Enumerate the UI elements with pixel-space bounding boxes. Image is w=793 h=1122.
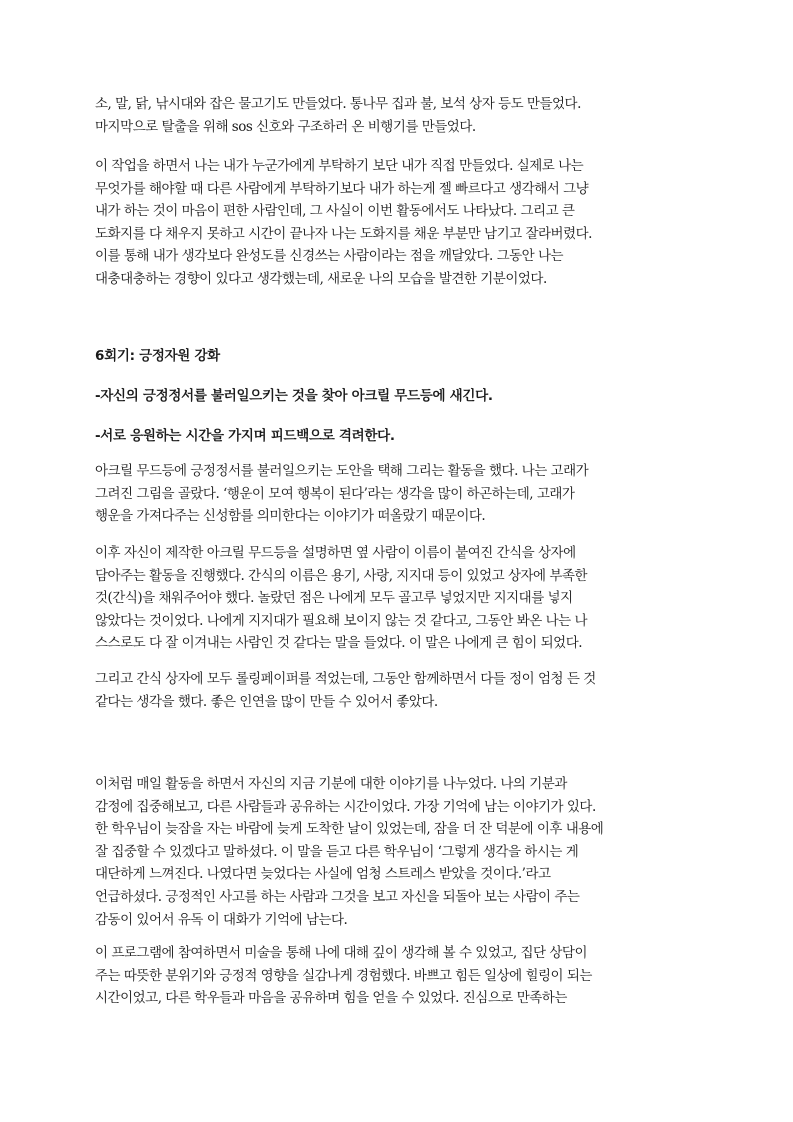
text-line: 마지막으로 탈출을 위해 sos 신호와 구조하러 온 비행기를 만들었다. (95, 118, 476, 135)
text-line: 시간이었고, 다른 학우들과 마음을 공유하며 힘을 얻을 수 있었다. 진심으로 만족하는 (95, 990, 567, 1007)
paragraph-daily-sharing (95, 773, 705, 931)
text-line: 언급하셨다. 긍정적인 사고를 하는 사람과 그것을 보고 자신을 되돌아 보는 사람이 주는 (95, 888, 580, 905)
text-line: 내가 하는 것이 마음이 편한 사람인데, 그 사실이 이번 활동에서도 나타났다. 그리고 큰 (95, 203, 575, 220)
text-line: 잘 집중할 수 있겠다고 말하셨다. 이 말을 듣고 다른 학우님이 ‘그렇게 생각을 하시는 게 (95, 843, 579, 860)
session-goal: -자신의 긍정정서를 불러일으키는 것을 찾아 아크릴 무드등에 새긴다. (95, 388, 493, 404)
text-line: 이 프로그램에 참여하면서 미술을 통해 나에 대해 깊이 생각해 볼 수 있었고, 집단 상담이 (95, 945, 588, 961)
text-line: 이를 통해 내가 생각보다 완성도를 신경쓰는 사람이라는 점을 깨달았다. 그동안 나는 (95, 248, 564, 265)
session-title: 6회기: 긍정자원 강화 (95, 348, 220, 364)
text-line: 대충대충하는 경향이 있다고 생각했는데, 새로운 나의 모습을 발견한 기분이었다. (95, 270, 547, 287)
text-line: 않았다는 것이었다. 나에게 지지대가 필요해 보이지 않는 것 같다고, 그동안 봐온 나는 나 (95, 612, 588, 629)
text-line: 이 작업을 하면서 나는 내가 누군가에게 부탁하기 보단 내가 직접 만들었다. 실제로 나는 (95, 158, 584, 174)
text-line: 도화지를 다 채우지 못하고 시간이 끝나자 나는 도화지를 채운 부분만 남기고 잘라버렸다. (95, 225, 592, 242)
session-goal: -서로 응원하는 시간을 가지며 피드백으로 격려한다. (95, 428, 395, 444)
text-line: 감정에 집중해보고, 다른 사람들과 공유하는 시간이었다. 가장 기억에 남는 이야기가 있다. (95, 798, 596, 815)
text-line: 같다는 생각을 했다. 좋은 인연을 많이 만들 수 있어서 좋았다. (95, 693, 438, 710)
text-line: 그려진 그림을 골랐다. ‘행운이 모여 행복이 된다’라는 생각을 많이 하곤하는데, 고래가 (95, 485, 575, 502)
paragraph-conclusion (95, 942, 705, 1010)
text-line: 것(간식)을 채워주어야 했다. 놀랐던 점은 나에게 모두 골고루 넣었지만 지지대를 넣지 (95, 590, 573, 607)
text-line: 이후 자신이 제작한 아크릴 무드등을 설명하면 옆 사람이 이름이 붙여진 간식을 상자에 (95, 545, 576, 561)
paragraph-rolling-paper (95, 668, 705, 713)
text-line: 그리고 간식 상자에 모두 롤링페이퍼를 적었는데, 그동안 함께하면서 다들 정이 엄청 든 것 (95, 671, 596, 687)
paragraph-mood-light (95, 460, 705, 528)
text-line: 한 학우님이 늦잠을 자는 바람에 늦게 도착한 날이 있었는데, 잠을 더 잔 덕분에 이후 내용에 (95, 821, 604, 838)
text-line: 스스로도 다 잘 이겨내는 사람인 것 같다는 말을 들었다. 이 말은 나에게 큰 힘이 되었다. (95, 635, 583, 652)
text-line: 담아주는 활동을 진행했다. 간식의 이름은 용기, 사랑, 지지대 등이 있었고 상자에 부족한 (95, 567, 588, 584)
session-goal-2-block (95, 425, 705, 448)
paragraph-crafts (95, 93, 705, 138)
text-line: 이처럼 매일 활동을 하면서 자신의 지금 기분에 대한 이야기를 나누었다. 나의 기분과 (95, 776, 567, 792)
text-line: 주는 따뜻한 분위기와 긍정적 영향을 실감나게 경험했다. 바쁘고 힘든 일상에 힐링이 되는 (95, 967, 592, 984)
paragraph-snack-box (95, 542, 705, 655)
text-line: 대단하게 느껴진다. 나였다면 늦었다는 사실에 엄청 스트레스 받았을 것이다.’라고 (95, 866, 551, 883)
session-heading-block (95, 345, 705, 368)
text-line: 아크릴 무드등에 긍정정서를 불러일으키는 도안을 택해 그리는 활동을 했다. 나는 고래가 (95, 463, 589, 479)
text-line: 무엇가를 해야할 때 다른 사람에게 부탁하기보다 내가 하는게 젤 빠르다고 생각해서 그냥 (95, 180, 589, 197)
text-line: 소, 말, 닭, 낚시대와 잡은 물고기도 만들었다. 통나무 집과 불, 보석 상자 등도 만들었다. (95, 96, 581, 112)
paragraph-reflection (95, 155, 705, 291)
text-line: 행운을 가져다주는 신성함를 의미한다는 이야기가 떠올랐기 때문이다. (95, 508, 486, 525)
session-goal-1-block (95, 385, 705, 408)
text-line: 감동이 있어서 유독 이 대화가 기억에 남는다. (95, 911, 348, 928)
